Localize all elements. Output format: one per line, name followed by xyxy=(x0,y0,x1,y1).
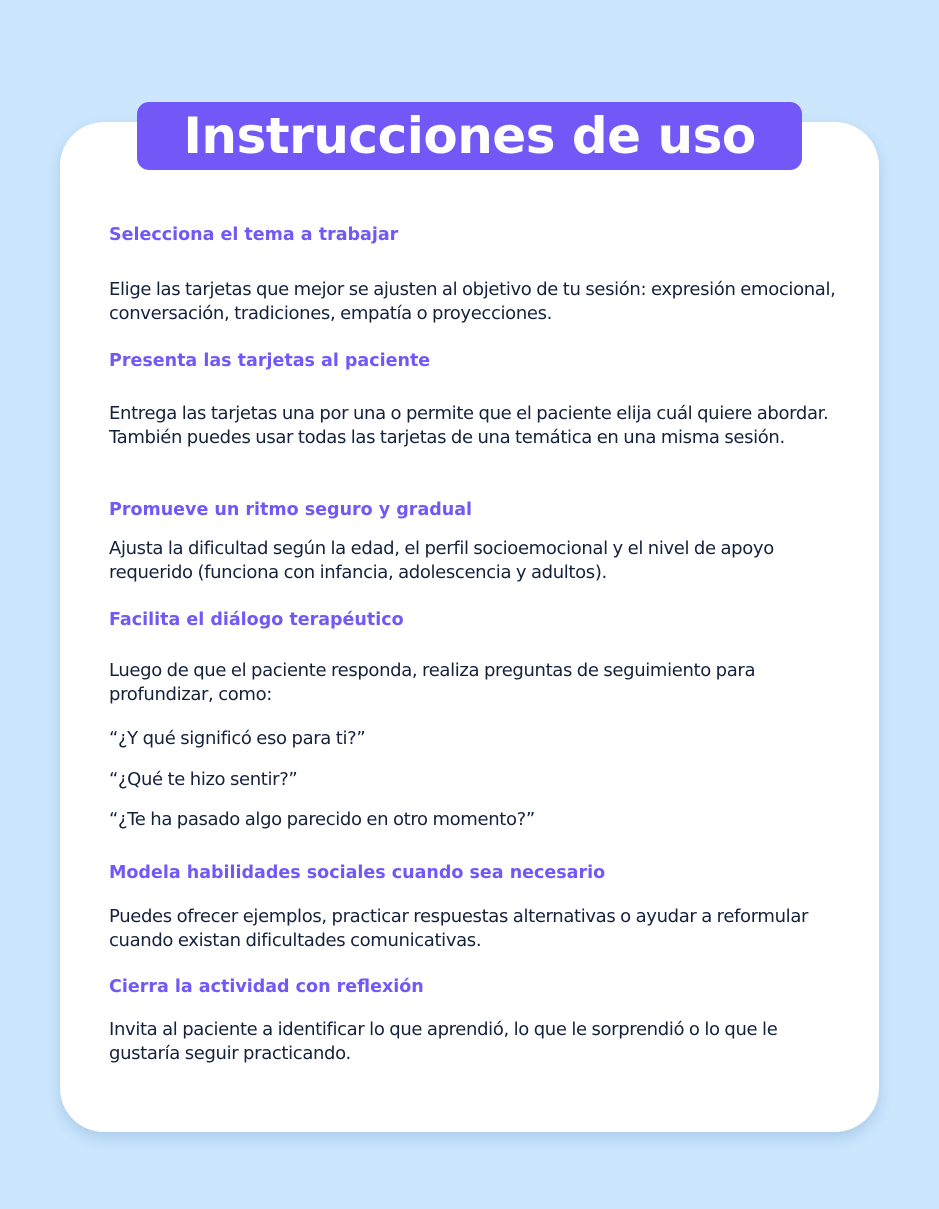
section-body-select-topic: Elige las tarjetas que mejor se ajusten al objetivo de tu sesión: expresión emocional, conversación, tradiciones, empatía o proyecciones. xyxy=(109,279,836,324)
title-banner xyxy=(137,102,802,170)
section-body-dialogue: Luego de que el paciente responda, realiza preguntas de seguimiento para profundizar, como: xyxy=(109,660,756,705)
section-body-safe-rhythm: Ajusta la dificultad según la edad, el perfil socioemocional y el nivel de apoyo requerido (funciona con infancia, adolescencia y adultos). xyxy=(109,538,774,583)
follow-up-question: “¿Te ha pasado algo parecido en otro momento?” xyxy=(109,809,535,830)
follow-up-question: “¿Qué te hizo sentir?” xyxy=(109,769,298,790)
section-heading-safe-rhythm: Promueve un ritmo seguro y gradual xyxy=(109,500,473,520)
section-heading-closing: Cierra la actividad con reflexión xyxy=(109,977,424,997)
section-body-present-cards: Entrega las tarjetas una por una o permite que el paciente elija cuál quiere abordar. También puedes usar todas las tarjetas de una temática en una misma sesión. xyxy=(109,403,829,448)
section-heading-present-cards: Presenta las tarjetas al paciente xyxy=(109,351,431,371)
follow-up-question: “¿Y qué significó eso para ti?” xyxy=(109,728,366,749)
page-title: Instrucciones de uso xyxy=(183,107,756,165)
section-body-closing: Invita al paciente a identificar lo que aprendió, lo que le sorprendió o lo que le gustaría seguir practicando. xyxy=(109,1019,778,1064)
section-body-social-skills: Puedes ofrecer ejemplos, practicar respuestas alternativas o ayudar a reformular cuando existan dificultades comunicativas. xyxy=(109,906,809,951)
section-heading-select-topic: Selecciona el tema a trabajar xyxy=(109,225,399,245)
section-heading-dialogue: Facilita el diálogo terapéutico xyxy=(109,610,404,630)
section-heading-social-skills: Modela habilidades sociales cuando sea necesario xyxy=(109,863,606,883)
